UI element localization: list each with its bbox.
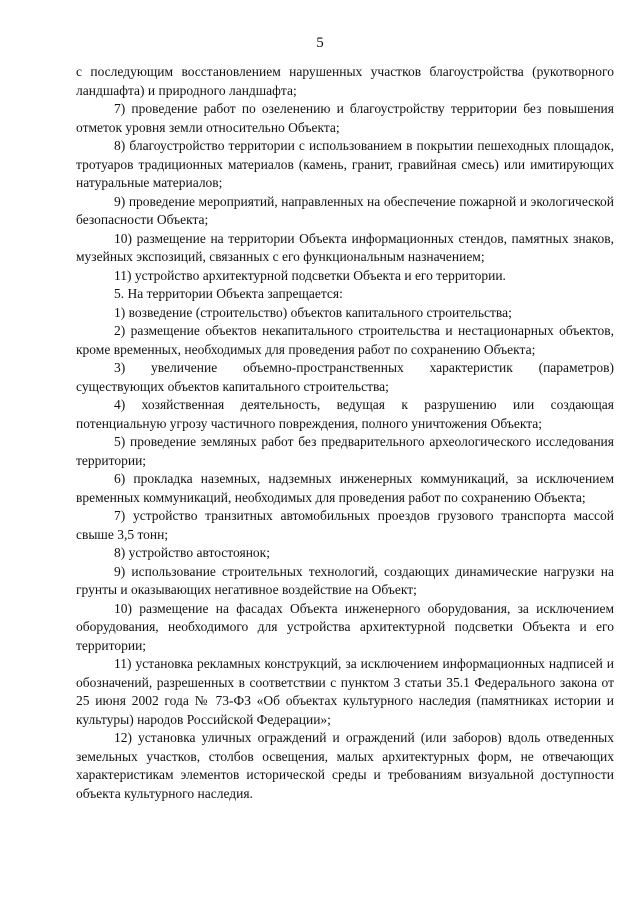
paragraph-item-10: 10) размещение на территории Объекта информационных стендов, памятных знаков, музейных экспозиций, связанных с его функциональным назначением; xyxy=(76,230,614,264)
page-number: 5 xyxy=(316,35,324,51)
prohibited-item-10: 10) размещение на фасадах Объекта инженерного оборудования, за исключением оборудования, необходимого для устройства архитектурной подсветки Объекта и его территории; xyxy=(76,600,614,653)
paragraph-item-9: 9) проведение мероприятий, направленных на обеспечение пожарной и экологической безопасности Объекта; xyxy=(76,193,614,227)
prohibited-item-2: 2) размещение объектов некапитального строительства и нестационарных объектов, кроме временных, необходимых для проведения работ по сохранению Объекта; xyxy=(76,323,614,357)
prohibited-item-7: 7) устройство транзитных автомобильных проездов грузового транспорта массой свыше 3,5 тонн; xyxy=(76,508,614,542)
section-heading-5: 5. На территории Объекта запрещается: xyxy=(114,286,343,301)
paragraph-item-7: 7) проведение работ по озеленению и благоустройству территории без повышения отметок уровня земли относительно Объекта; xyxy=(76,101,614,135)
prohibited-item-3: 3) увеличение объемно-пространственных характеристик (параметров) существующих объектов капитального строительства; xyxy=(76,360,614,394)
prohibited-item-8: 8) устройство автостоянок; xyxy=(114,545,270,560)
paragraph-continuation: с последующим восстановлением нарушенных участков благоустройства (рукотворного ландшафта) и природного ландшафта; xyxy=(76,64,614,98)
prohibited-item-1: 1) возведение (строительство) объектов капитального строительства; xyxy=(114,304,512,320)
paragraph-item-8: 8) благоустройство территории с использованием в покрытии пешеходных площадок, тротуаров традиционных материалов (камень, гранит, гравийная смесь) или имитирующих натуральные материалов; xyxy=(76,138,614,190)
paragraph-item-11: 11) устройство архитектурной подсветки Объекта и его территории. xyxy=(114,267,506,283)
prohibited-item-9: 9) использование строительных технологий, создающих динамические нагрузки на грунты и оказывающих негативное воздействие на Объект; xyxy=(76,563,614,597)
prohibited-item-11: 11) установка рекламных конструкций, за исключением информационных надписей и обозначений, разрешенных в соответствии с пунктом 3 статьи 35.1 Федерального закона от 25 июня 2002 года № 73-ФЗ «Об объектах культурного наследия (памятниках истории и культуры) народов Российской Федерации»; xyxy=(76,656,614,727)
prohibited-item-6: 6) прокладка наземных, надземных инженерных коммуникаций, за исключением временных коммуникаций, необходимых для проведения работ по сохранению Объекта; xyxy=(76,471,614,505)
document-body xyxy=(76,63,614,803)
prohibited-item-5: 5) проведение земляных работ без предварительного археологического исследования территории; xyxy=(76,434,614,468)
prohibited-item-12: 12) установка уличных ограждений и ограждений (или заборов) вдоль отведенных земельных участков, столбов освещения, малых архитектурных форм, не отвечающих характеристикам элементов исторической среды и требованиям визуальной доступности объекта культурного наследия. xyxy=(76,730,614,801)
prohibited-item-4: 4) хозяйственная деятельность, ведущая к разрушению или создающая потенциальную угрозу частичного повреждения, полного уничтожения Объекта; xyxy=(76,397,614,431)
